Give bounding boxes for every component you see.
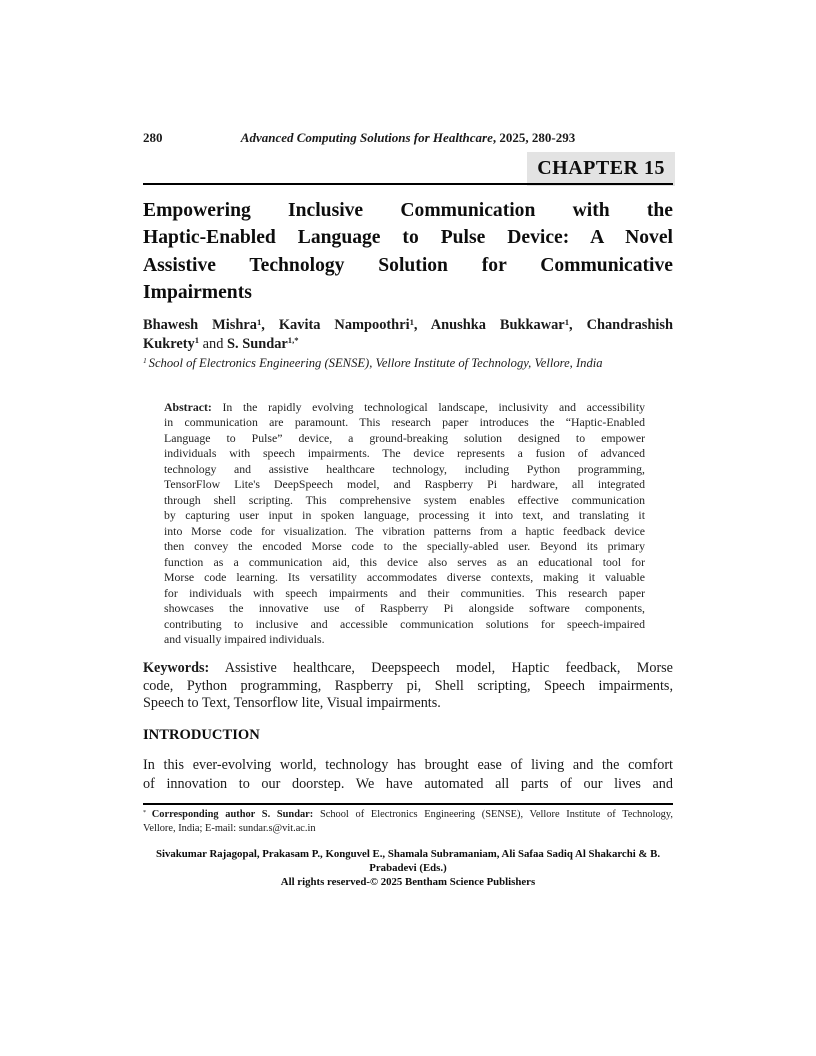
introduction-paragraph: In this ever-evolving world, technology has brought ease of living and the comfort of innovation to our doorstep. We have automated all parts of our lives and xyxy=(143,757,673,792)
affiliation: $^1$ School of Electronics Engineering (SENSE), Vellore Institute of Technology, Vellore, India xyxy=(143,356,603,370)
publisher-credits: Sivakumar Rajagopal, Prakasam P., Konguvel E., Shamala Subramaniam, Ali Safaa Sadiq Al Shakarchi & B. Prabadevi (Eds.) All rights reserved-© 2025 Bentham Science Publishers xyxy=(155,848,661,888)
chapter-badge: CHAPTER 15 xyxy=(527,152,675,186)
keywords: Keywords: Assistive healthcare, Deepspeech model, Haptic feedback, Morse code, Python programming, Raspberry pi, Shell scripting, Speech impairments, Speech to Text, Tensorflow lite, Visual impairments. xyxy=(143,660,673,712)
running-title: Advanced Computing Solutions for Healthcare, 2025, 280-293 xyxy=(240,130,576,145)
page-number: 280 xyxy=(143,130,163,145)
authors: Bhawesh Mishra$^1$, Kavita Nampoothri$^1$, Anushka Bukkawar$^1$, Chandrashish Kukrety$^1$ and S. Sundar$^{1,*}$ xyxy=(143,316,673,352)
header-rule xyxy=(143,183,673,185)
paper-title: Empowering Inclusive Communication with the Haptic-Enabled Language to Pulse Device: A Novel Assistive Technology Solution for Communicative Impairments xyxy=(143,200,673,304)
footnote-rule xyxy=(143,803,673,805)
introduction-heading: INTRODUCTION xyxy=(143,727,260,743)
running-head xyxy=(143,130,673,145)
corresponding-author-note: * Corresponding author S. Sundar: School of Electronics Engineering (SENSE), Vellore Institute of Technology, Vellore, India; E-mail: sundar.s@vit.ac.in xyxy=(143,808,673,834)
abstract: Abstract: In the rapidly evolving technological landscape, inclusivity and accessibility in communication are paramount. This research paper introduces the “Haptic-Enabled Language to Pulse” device, a ground-breaking solution designed to empower individuals with speech impairments. The device represents a fusion of advanced technology and assistive healthcare technology, including Python programming, TensorFlow Lite's DeepSpeech model, and Raspberry Pi hardware, all integrated through shell scripting. This comprehensive system enables effective communication by capturing user input in spoken language, processing it into text, and translating it into Morse code for visualization. The vibration patterns from a haptic feedback device then convey the encoded Morse code to the specially-abled user. Beyond its primary function as a communication aid, this device also serves as an educational tool for Morse code learning. Its versatility accommodates diverse contexts, making it valuable for individuals with speech impairments and their communities. This research paper showcases the innovative use of Raspberry Pi alongside software components, contributing to inclusive and accessible communication solutions for speech-impaired and visually impaired individuals. xyxy=(164,400,645,647)
